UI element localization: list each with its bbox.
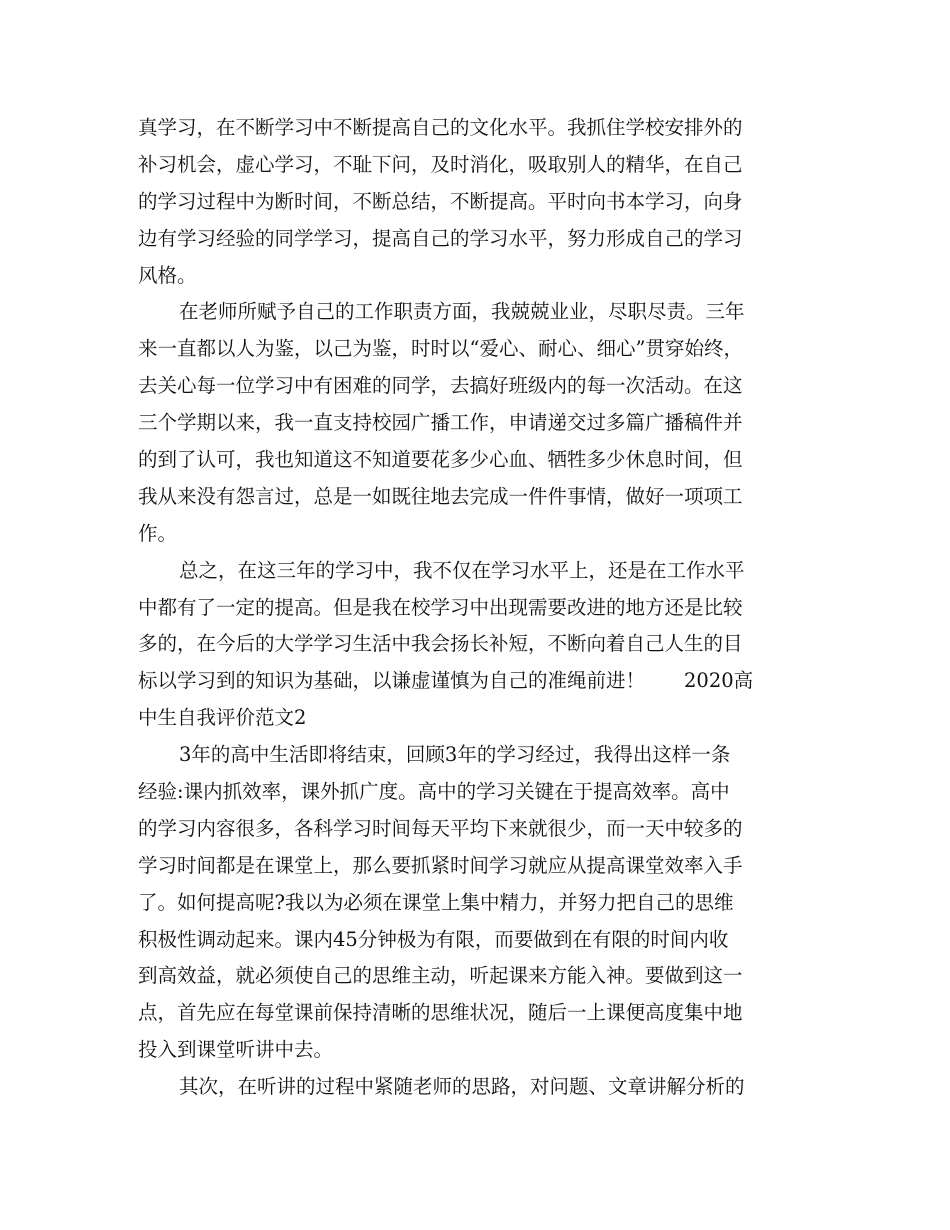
- text-line: 标以学习到的知识为基础，以谦虚谨慎为自己的准绳前进！ 2020高: [138, 669, 754, 693]
- text-line: 经验:课内抓效率，课外抓广度。高中的学习关键在于提高效率。高中: [138, 780, 730, 804]
- paragraph-first-line: 在老师所赋予自己的工作职责方面，我兢兢业业，尽职尽责。三年: [179, 300, 745, 324]
- text-line: 补习机会，虚心学习，不耻下问，及时消化，吸取别人的精华，在自己: [138, 152, 743, 176]
- text-line: 学习时间都是在课堂上，那么要抓紧时间学习就应从提高课堂效率入手: [138, 853, 743, 877]
- text-line: 点，首先应在每堂课前保持清晰的思维状况，随后一上课便高度集中地: [138, 1001, 743, 1025]
- paragraph-first-line: 总之，在这三年的学习中，我不仅在学习水平上，还是在工作水平: [179, 558, 745, 582]
- text-line: 边有学习经验的同学学习，提高自己的学习水平，努力形成自己的学习: [138, 226, 743, 250]
- text-line: 了。如何提高呢?我以为必须在课堂上集中精力，并努力把自己的思维: [138, 890, 734, 914]
- text-line: 的学习过程中为断时间，不断总结，不断提高。平时向书本学习，向身: [138, 189, 743, 213]
- text-line: 三个学期以来，我一直支持校园广播工作，申请递交过多篇广播稿件并: [138, 411, 743, 435]
- text-line: 中都有了一定的提高。但是我在校学习中出现需要改进的地方还是比较: [138, 595, 743, 619]
- text-line: 的到了认可，我也知道这不知道要花多少心血、牺牲多少休息时间，但: [138, 448, 743, 472]
- text-line: 的学习内容很多，各科学习时间每天平均下来就很少，而一天中较多的: [138, 816, 743, 840]
- text-line: 我从来没有怨言过，总是一如既往地去完成一件件事情，做好一项项工: [138, 484, 743, 508]
- text-line: 到高效益，就必须使自己的思维主动，听起课来方能入神。要做到这一: [138, 964, 743, 988]
- text-line: 作。: [138, 521, 178, 545]
- text-line: 积极性调动起来。课内45分钟极为有限，而要做到在有限的时间内收: [138, 927, 729, 951]
- text-line: 真学习，在不断学习中不断提高自己的文化水平。我抓住学校安排外的: [138, 116, 743, 139]
- text-line: 投入到课堂听讲中去。: [138, 1038, 334, 1062]
- document-body-text: [138, 110, 818, 1106]
- text-line: 去关心每一位学习中有困难的同学，去搞好班级内的每一次活动。在这: [138, 374, 743, 398]
- paragraph-first-line: 其次，在听讲的过程中紧随老师的思路，对问题、文章讲解分析的: [179, 1075, 745, 1099]
- text-line: 多的，在今后的大学学习生活中我会扬长补短，不断向着自己人生的目: [138, 632, 743, 656]
- text-line: 中生自我评价范文2: [138, 706, 307, 730]
- text-line: 风格。: [138, 263, 197, 287]
- text-line: 来一直都以人为鉴，以己为鉴，时时以“爱心、耐心、细心”贯穿始终，: [138, 337, 743, 361]
- paragraph-first-line: 3年的高中生活即将结束，回顾3年的学习经过，我得出这样一条: [179, 743, 731, 767]
